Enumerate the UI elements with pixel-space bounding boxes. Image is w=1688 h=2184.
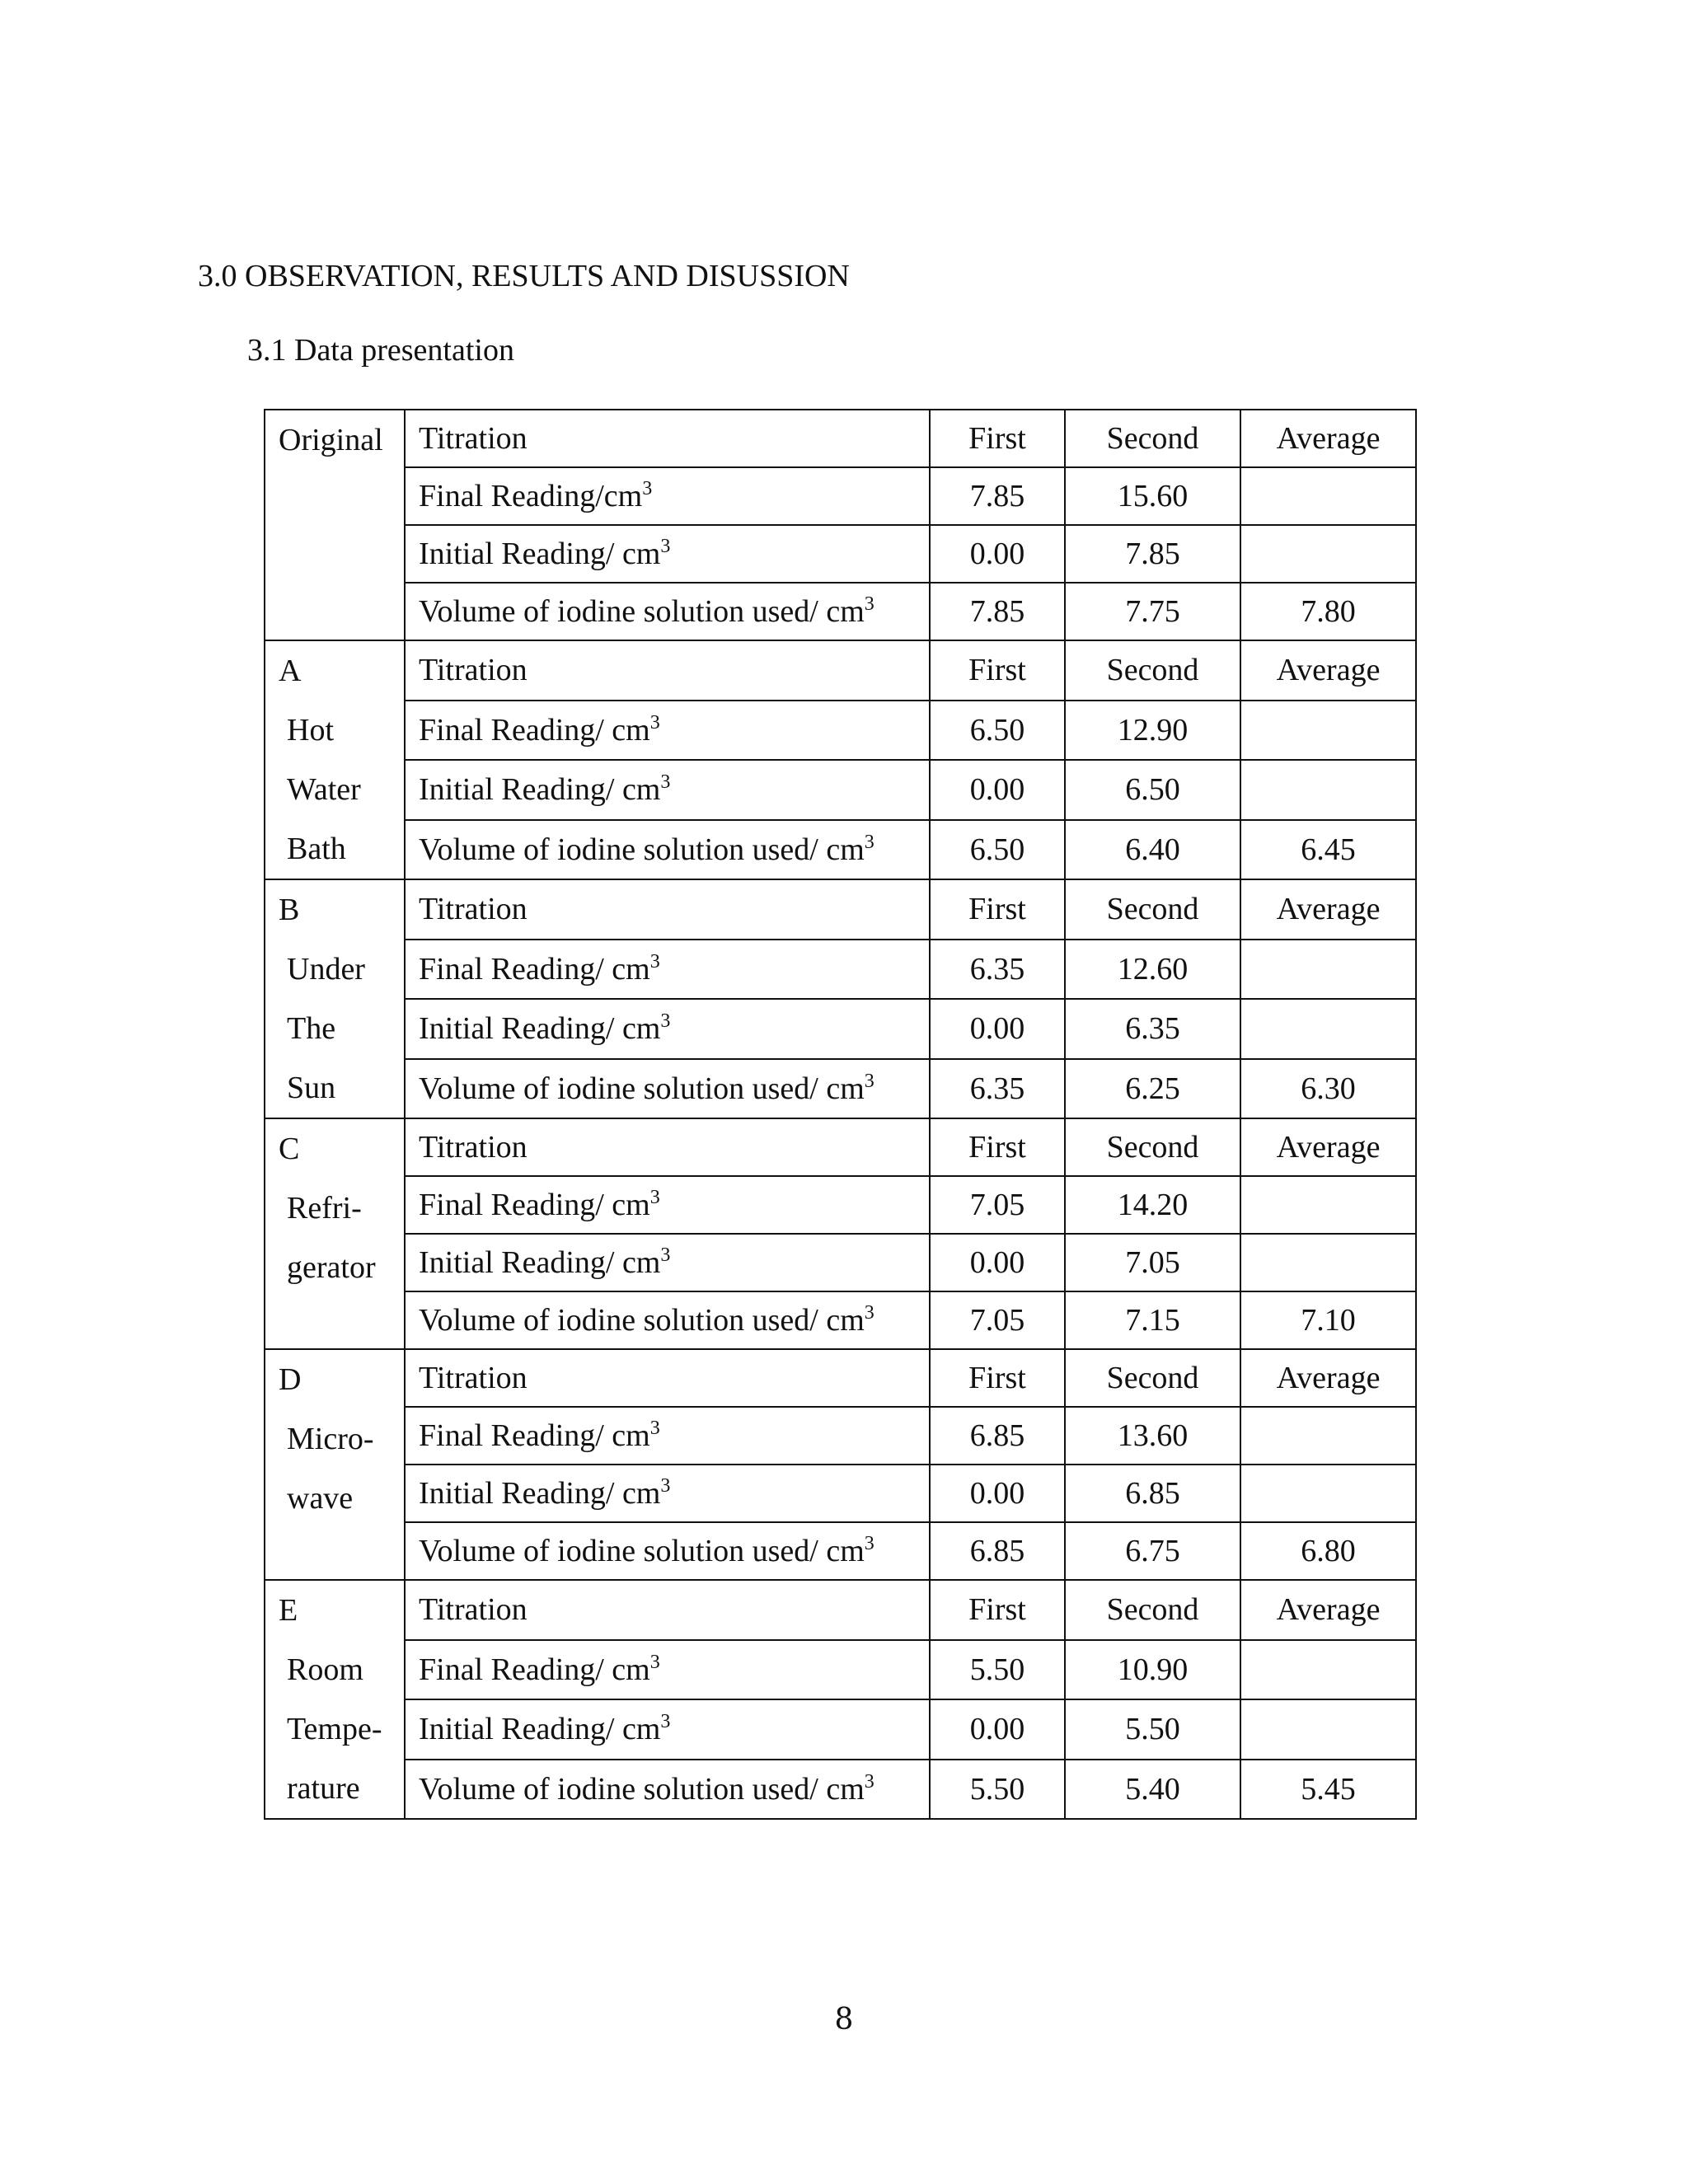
- unit-exponent: 3: [864, 1770, 874, 1793]
- row-label: Volume of iodine solution used/ cm: [419, 832, 865, 867]
- first-value-cell: First: [930, 1349, 1065, 1407]
- average-value-cell: [1240, 940, 1416, 1000]
- sample-label-line: B: [279, 893, 300, 927]
- row-label: Final Reading/ cm: [419, 1418, 650, 1453]
- row-label: Initial Reading/ cm: [419, 772, 661, 808]
- average-value-cell: [1240, 1699, 1416, 1760]
- sample-group-label: [265, 640, 405, 879]
- row-label: Volume of iodine solution used/ cm: [419, 1303, 865, 1338]
- unit-exponent: 3: [660, 1475, 671, 1497]
- first-value-cell: 5.50: [930, 1640, 1065, 1700]
- first-value-cell: 5.50: [930, 1760, 1065, 1820]
- unit-exponent: 3: [649, 1187, 660, 1208]
- average-value-cell: 5.45: [1240, 1760, 1416, 1820]
- second-value-cell: Second: [1065, 879, 1240, 940]
- average-value-cell: 6.45: [1240, 820, 1416, 880]
- table-row: [265, 1522, 1416, 1580]
- row-label-cell: [405, 1522, 930, 1580]
- first-value-cell: 7.05: [930, 1291, 1065, 1349]
- row-label: Titration: [419, 892, 528, 927]
- second-value-cell: 6.25: [1065, 1059, 1240, 1119]
- row-label: Initial Reading/ cm: [419, 1245, 661, 1280]
- row-label: Final Reading/ cm: [419, 1188, 650, 1222]
- second-value-cell: 14.20: [1065, 1176, 1240, 1234]
- section-heading: 3.0 OBSERVATION, RESULTS AND DISUSSION: [198, 259, 850, 293]
- second-value-cell: 6.40: [1065, 820, 1240, 880]
- second-value-cell: 7.05: [1065, 1234, 1240, 1291]
- table-row: [265, 999, 1416, 1059]
- first-value-cell: 7.05: [930, 1176, 1065, 1234]
- first-value-cell: 6.85: [930, 1522, 1065, 1580]
- table-row: [265, 1699, 1416, 1760]
- unit-exponent: 3: [649, 711, 660, 733]
- sample-label-line: Bath: [287, 832, 346, 866]
- first-value-cell: 0.00: [930, 1234, 1065, 1291]
- row-label: Titration: [419, 653, 528, 688]
- row-label-cell: [405, 879, 930, 940]
- second-value-cell: 6.35: [1065, 999, 1240, 1059]
- average-value-cell: Average: [1240, 1349, 1416, 1407]
- second-value-cell: 10.90: [1065, 1640, 1240, 1700]
- sample-label-line: Micro-: [287, 1422, 374, 1456]
- second-value-cell: 12.60: [1065, 940, 1240, 1000]
- unit-exponent: 3: [864, 831, 874, 853]
- table-header-row: [265, 879, 1416, 940]
- row-label-cell: [405, 1118, 930, 1176]
- sample-label-line: Refri-: [287, 1191, 362, 1226]
- first-value-cell: 0.00: [930, 1699, 1065, 1760]
- second-value-cell: 7.75: [1065, 583, 1240, 640]
- row-label: Initial Reading/ cm: [419, 1011, 661, 1047]
- average-value-cell: [1240, 1234, 1416, 1291]
- table-row: [265, 525, 1416, 583]
- table-header-row: [265, 1118, 1416, 1176]
- row-label: Final Reading/ cm: [419, 1652, 650, 1687]
- sample-label-line: E: [279, 1593, 298, 1628]
- table-header-row: [265, 1349, 1416, 1407]
- second-value-cell: 6.85: [1065, 1465, 1240, 1522]
- table-row: [265, 1640, 1416, 1700]
- average-value-cell: [1240, 1407, 1416, 1465]
- unit-exponent: 3: [660, 536, 671, 557]
- table-row: [265, 1291, 1416, 1349]
- row-label: Final Reading/cm: [419, 479, 643, 513]
- row-label-cell: [405, 1465, 930, 1522]
- second-value-cell: 12.90: [1065, 701, 1240, 761]
- row-label-cell: [405, 467, 930, 525]
- second-value-cell: 6.50: [1065, 760, 1240, 820]
- first-value-cell: 6.35: [930, 1059, 1065, 1119]
- first-value-cell: 6.50: [930, 820, 1065, 880]
- sample-label-line: Under: [287, 952, 365, 987]
- first-value-cell: 6.85: [930, 1407, 1065, 1465]
- second-value-cell: Second: [1065, 410, 1240, 467]
- table-row: [265, 1760, 1416, 1820]
- table-row: [265, 1176, 1416, 1234]
- second-value-cell: Second: [1065, 1349, 1240, 1407]
- sample-label-line: C: [279, 1132, 300, 1166]
- row-label-cell: [405, 940, 930, 1000]
- table-row: [265, 701, 1416, 761]
- row-label-cell: [405, 583, 930, 640]
- unit-exponent: 3: [660, 1244, 671, 1266]
- unit-exponent: 3: [864, 593, 874, 615]
- row-label: Final Reading/ cm: [419, 712, 650, 748]
- average-value-cell: Average: [1240, 879, 1416, 940]
- average-value-cell: 6.80: [1240, 1522, 1416, 1580]
- row-label-cell: [405, 1407, 930, 1465]
- sample-label-line: wave: [287, 1481, 354, 1516]
- average-value-cell: [1240, 1176, 1416, 1234]
- row-label: Titration: [419, 1361, 528, 1395]
- row-label: Volume of iodine solution used/ cm: [419, 1534, 865, 1568]
- first-value-cell: 0.00: [930, 525, 1065, 583]
- first-value-cell: 7.85: [930, 467, 1065, 525]
- titration-table-body: [265, 410, 1416, 1819]
- average-value-cell: Average: [1240, 410, 1416, 467]
- row-label-cell: [405, 1234, 930, 1291]
- sample-group-label: [265, 879, 405, 1118]
- second-value-cell: Second: [1065, 1580, 1240, 1640]
- average-value-cell: [1240, 999, 1416, 1059]
- table-row: [265, 940, 1416, 1000]
- second-value-cell: 13.60: [1065, 1407, 1240, 1465]
- first-value-cell: First: [930, 1580, 1065, 1640]
- average-value-cell: 7.80: [1240, 583, 1416, 640]
- average-value-cell: Average: [1240, 640, 1416, 701]
- subsection-heading: 3.1 Data presentation: [247, 333, 514, 368]
- titration-table: [264, 409, 1417, 1820]
- first-value-cell: 0.00: [930, 760, 1065, 820]
- average-value-cell: [1240, 760, 1416, 820]
- sample-group-label: [265, 1118, 405, 1349]
- unit-exponent: 3: [649, 1418, 660, 1439]
- row-label: Volume of iodine solution used/ cm: [419, 1071, 865, 1106]
- second-value-cell: Second: [1065, 640, 1240, 701]
- second-value-cell: 7.15: [1065, 1291, 1240, 1349]
- row-label: Titration: [419, 421, 528, 456]
- table-header-row: [265, 410, 1416, 467]
- first-value-cell: 6.50: [930, 701, 1065, 761]
- second-value-cell: 5.50: [1065, 1699, 1240, 1760]
- sample-label-line: A: [279, 654, 302, 688]
- row-label: Volume of iodine solution used/ cm: [419, 594, 865, 629]
- average-value-cell: 7.10: [1240, 1291, 1416, 1349]
- row-label-cell: [405, 640, 930, 701]
- row-label-cell: [405, 820, 930, 880]
- first-value-cell: 0.00: [930, 1465, 1065, 1522]
- row-label-cell: [405, 1580, 930, 1640]
- table-header-row: [265, 640, 1416, 701]
- table-row: [265, 583, 1416, 640]
- sample-label-line: D: [279, 1362, 302, 1397]
- row-label-cell: [405, 1640, 930, 1700]
- unit-exponent: 3: [864, 1533, 874, 1554]
- table-header-row: [265, 1580, 1416, 1640]
- unit-exponent: 3: [649, 950, 660, 972]
- first-value-cell: 7.85: [930, 583, 1065, 640]
- sample-group-label: [265, 410, 405, 640]
- first-value-cell: First: [930, 879, 1065, 940]
- table-row: [265, 820, 1416, 880]
- first-value-cell: 0.00: [930, 999, 1065, 1059]
- average-value-cell: Average: [1240, 1118, 1416, 1176]
- first-value-cell: First: [930, 640, 1065, 701]
- sample-label-line: Sun: [287, 1071, 336, 1105]
- table-row: [265, 1059, 1416, 1119]
- sample-label-line: rature: [287, 1771, 360, 1806]
- table-row: [265, 760, 1416, 820]
- unit-exponent: 3: [642, 478, 653, 499]
- second-value-cell: 7.85: [1065, 525, 1240, 583]
- average-value-cell: [1240, 525, 1416, 583]
- row-label-cell: [405, 760, 930, 820]
- row-label-cell: [405, 1291, 930, 1349]
- sample-group-label: [265, 1349, 405, 1580]
- first-value-cell: 6.35: [930, 940, 1065, 1000]
- average-value-cell: 6.30: [1240, 1059, 1416, 1119]
- table-row: [265, 1465, 1416, 1522]
- row-label: Titration: [419, 1130, 528, 1165]
- unit-exponent: 3: [864, 1302, 874, 1324]
- average-value-cell: [1240, 1640, 1416, 1700]
- row-label-cell: [405, 1349, 930, 1407]
- row-label: Initial Reading/ cm: [419, 1476, 661, 1511]
- sample-label-line: Water: [287, 772, 361, 807]
- row-label: Final Reading/ cm: [419, 951, 650, 987]
- row-label: Initial Reading/ cm: [419, 1712, 661, 1747]
- row-label-cell: [405, 410, 930, 467]
- row-label: Titration: [419, 1592, 528, 1628]
- sample-label-line: Original: [279, 423, 383, 457]
- average-value-cell: [1240, 701, 1416, 761]
- sample-group-label: [265, 1580, 405, 1819]
- first-value-cell: First: [930, 1118, 1065, 1176]
- sample-label-line: Hot: [287, 713, 334, 748]
- table-row: [265, 467, 1416, 525]
- average-value-cell: [1240, 467, 1416, 525]
- sample-label-line: gerator: [287, 1250, 376, 1285]
- second-value-cell: 6.75: [1065, 1522, 1240, 1580]
- unit-exponent: 3: [649, 1651, 660, 1673]
- average-value-cell: [1240, 1465, 1416, 1522]
- first-value-cell: First: [930, 410, 1065, 467]
- row-label: Initial Reading/ cm: [419, 537, 661, 571]
- row-label-cell: [405, 701, 930, 761]
- unit-exponent: 3: [660, 1711, 671, 1733]
- table-row: [265, 1407, 1416, 1465]
- row-label-cell: [405, 1760, 930, 1820]
- sample-label-line: The: [287, 1011, 336, 1046]
- row-label: Volume of iodine solution used/ cm: [419, 1771, 865, 1807]
- unit-exponent: 3: [660, 771, 671, 794]
- sample-label-line: Room: [287, 1652, 363, 1687]
- unit-exponent: 3: [660, 1010, 671, 1033]
- second-value-cell: 15.60: [1065, 467, 1240, 525]
- second-value-cell: 5.40: [1065, 1760, 1240, 1820]
- row-label-cell: [405, 1699, 930, 1760]
- table-row: [265, 1234, 1416, 1291]
- row-label-cell: [405, 525, 930, 583]
- sample-label-line: Tempe-: [287, 1712, 382, 1746]
- average-value-cell: Average: [1240, 1580, 1416, 1640]
- row-label-cell: [405, 999, 930, 1059]
- row-label-cell: [405, 1059, 930, 1119]
- unit-exponent: 3: [864, 1070, 874, 1092]
- second-value-cell: Second: [1065, 1118, 1240, 1176]
- row-label-cell: [405, 1176, 930, 1234]
- page-number: 8: [834, 2003, 854, 2036]
